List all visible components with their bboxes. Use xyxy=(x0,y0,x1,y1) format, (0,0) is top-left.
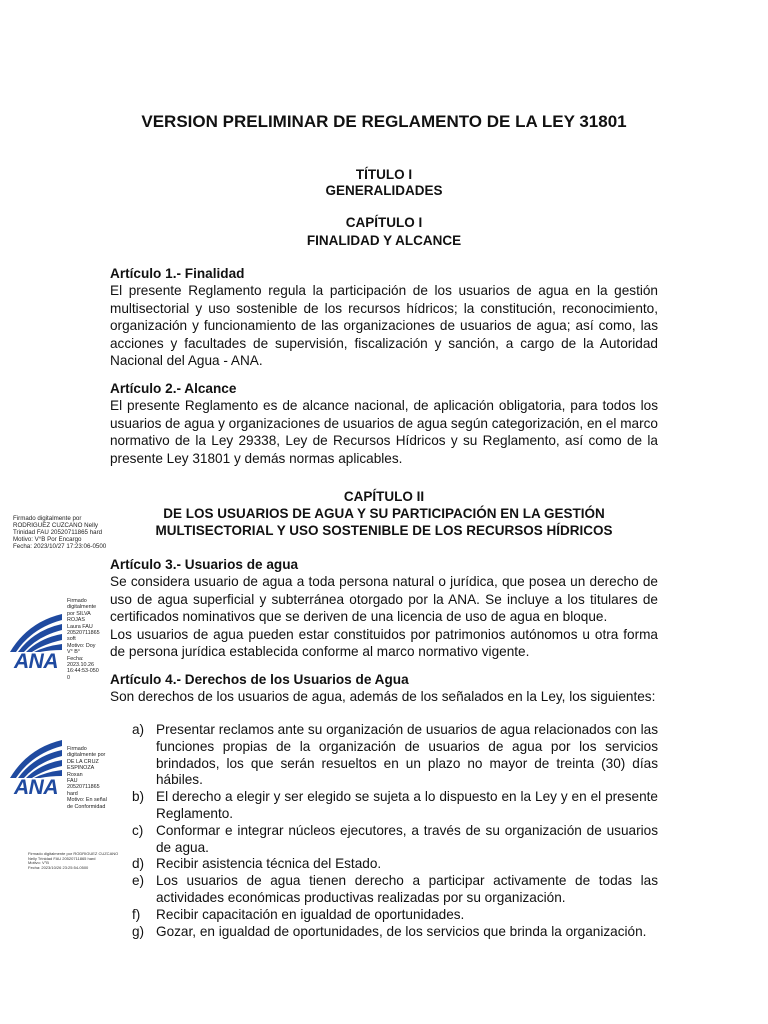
list-item: b) El derecho a elegir y ser elegido se sujeta a lo dispuesto en la Ley y en el presente Reglamento. xyxy=(132,789,658,821)
ana-logo-icon xyxy=(8,738,64,800)
article-3-text-1: Se considera usuario de agua a toda persona natural o jurídica, que posea un derecho de uso de agua superficial y subterránea otorgado por la ANA. Se incluye a los titulares de certificados nominativos que se deriven de una licencia de uso de agua en bloque. xyxy=(110,574,658,625)
titulo-name: GENERALIDADES xyxy=(325,183,443,198)
article-1-text: El presente Reglamento regula la participación de los usuarios de agua en la gestión multisectorial y uso sostenible de los recursos hídricos; la constitución, reconocimiento, organización y funcionamiento de las organizaciones de usuarios de agua; así como, las acciones y facultades de supervisión, fiscalización y sanción, a cargo de la Autoridad Nacional del Agua - ANA. xyxy=(110,283,658,369)
document-title: VERSION PRELIMINAR DE REGLAMENTO DE LA LEY 31801 xyxy=(141,112,627,131)
chapter-2-line-2: MULTISECTORIAL Y USO SOSTENIBLE DE LOS RECURSOS HÍDRICOS xyxy=(155,523,613,538)
article-3-text-2: Los usuarios de agua pueden estar constituidos por patrimonios autónomos u otra forma de persona jurídica establecida conforme al marco normativo vigente. xyxy=(110,626,658,660)
ana-logo-word: ANA xyxy=(14,650,58,673)
chapter-2-heading: CAPÍTULO II xyxy=(343,489,425,504)
article-4-heading: Artículo 4.- Derechos de los Usuarios de Agua xyxy=(110,672,409,687)
list-item: c) Conformar e integrar núcleos ejecutores, a través de su organización de usuarios de agua. xyxy=(132,822,658,855)
article-3-heading: Artículo 3.- Usuarios de agua xyxy=(110,557,299,572)
ana-logo-icon xyxy=(8,612,64,674)
digital-signature-2: Firmado digitalmente por RODRIGUEZ CUZCANO Nelly Trinidad FAU 20520711865 hard Motivo: V°B Fecha: 2023/10/26 23:25:54-0500 xyxy=(28,851,119,870)
article-2 xyxy=(110,380,658,467)
chapter-1-heading: CAPÍTULO I xyxy=(345,215,423,230)
list-item: f) Recibir capacitación en igualdad de oportunidades. xyxy=(132,906,465,922)
article-4-intro: Son derechos de los usuarios de agua, además de los señalados en la Ley, los siguientes: xyxy=(110,689,656,705)
article-4-list xyxy=(110,722,658,940)
titulo-heading: TÍTULO I xyxy=(355,167,413,182)
list-item: g) Gozar, en igualdad de oportunidades, de los servicios que brinda la organización. xyxy=(132,923,647,939)
signature-stamp-1: Firmado digitalmente por SILVA ROJAS Laura FAU 20520711865 soft Motivo: Doy V° B° Fecha: 2023.10.26 16:44:53-050 0 xyxy=(67,598,100,681)
list-item: e) Los usuarios de agua tienen derecho a participar activamente de todas las actividades económicas productivas realizadas por su organización. xyxy=(132,873,658,905)
article-2-text: El presente Reglamento es de alcance nacional, de aplicación obligatoria, para todos los usuarios de agua y organizaciones de usuarios de agua según categorización, en el marco normativo de la Ley 29338, Ley de Recursos Hídricos y su Reglamento, así como de la presente Ley 31801 y demás normas aplicables. xyxy=(110,398,658,466)
article-2-heading: Artículo 2.- Alcance xyxy=(110,381,237,396)
list-item: d) Recibir asistencia técnica del Estado. xyxy=(132,856,382,872)
list-item: a) Presentar reclamos ante su organización de usuarios de agua relacionados con las funciones propias de la organización de usuarios de agua por los servicios brindados, los que serán resueltos en un plazo no mayor de treinta (30) días hábiles. xyxy=(132,722,658,788)
chapter-2-line-1: DE LOS USUARIOS DE AGUA Y SU PARTICIPACIÓN EN LA GESTIÓN xyxy=(163,506,605,521)
chapter-1-name: FINALIDAD Y ALCANCE xyxy=(306,233,462,248)
article-3 xyxy=(110,556,658,660)
article-4 xyxy=(110,671,658,706)
signature-stamp-2: Firmado digitalmente por DE LA CRUZ ESPINOZA Roxan FAU 20520711865 hard Motivo: En señal de Conformidad xyxy=(67,746,107,810)
article-1-heading: Artículo 1.- Finalidad xyxy=(110,266,245,281)
digital-signature-1: Firmado digitalmente por RODRIGUEZ CUZCANO Nelly Trinidad FAU 20520711865 hard Motivo: V°B Por Encargo Fecha: 2023/10/27 17:23:06-0500 xyxy=(13,515,107,550)
ana-logo-word: ANA xyxy=(14,776,58,799)
article-1 xyxy=(110,265,658,369)
